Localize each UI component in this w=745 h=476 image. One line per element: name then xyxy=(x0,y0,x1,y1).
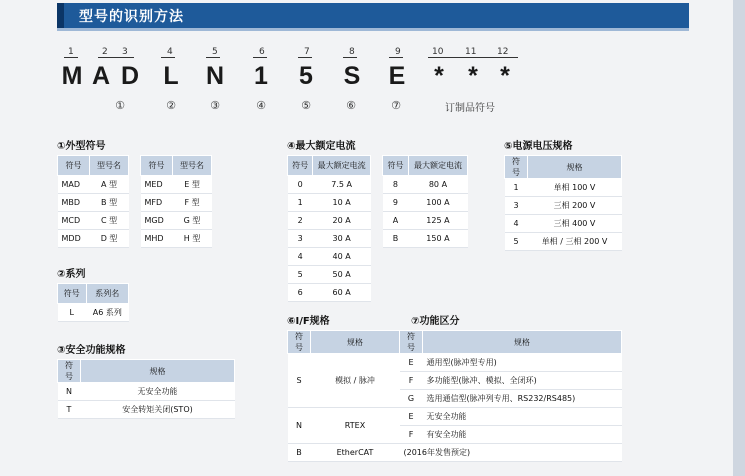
table-row: MED E 型 xyxy=(141,176,212,194)
sec7-title: ⑦功能区分 xyxy=(411,316,460,327)
table-row: A 125 A xyxy=(383,212,468,230)
group-marker: ② xyxy=(166,99,176,112)
table-row: 5 50 A xyxy=(288,266,371,284)
code-char: * xyxy=(500,62,510,90)
sec1-table-right: 符号 型号名 MED E 型 MFD F 型 MGD G 型 MHD H 型 xyxy=(140,155,212,248)
group-marker: ③ xyxy=(210,99,220,112)
table-row: MDD D 型 xyxy=(58,230,129,248)
code-char: * xyxy=(468,62,478,90)
sec2-table: 符号 系列名 L A6 系列 xyxy=(57,283,129,322)
table-row: MCD C 型 xyxy=(58,212,129,230)
table-row: 9 100 A xyxy=(383,194,468,212)
group-marker: ⑦ xyxy=(391,99,401,112)
code-char: 1 xyxy=(254,62,268,90)
code-char: L xyxy=(163,62,179,90)
table-row: MBD B 型 xyxy=(58,194,129,212)
right-edge-bar xyxy=(733,0,745,476)
sec5-table: 符号 规格 1 单相 100 V 3 三相 200 V 4 三相 400 V 5 单相 / 三相 200 V xyxy=(504,155,622,251)
sec1-table-left: 符号 型号名 MAD A 型 MBD B 型 MCD C 型 MDD D 型 xyxy=(57,155,129,248)
table-row: MFD F 型 xyxy=(141,194,212,212)
table-row: T 安全转矩关闭(STO) xyxy=(58,401,235,419)
sec5-title: ⑤电源电压规格 xyxy=(504,141,573,152)
sec3-table: 符号 规格 N 无安全功能 T 安全转矩关闭(STO) xyxy=(57,359,235,419)
table-row: 8 80 A xyxy=(383,176,468,194)
table-row: F 多功能型(脉冲、模拟、全闭环) xyxy=(288,372,622,390)
group-marker: ① xyxy=(115,99,125,112)
banner-accent xyxy=(57,3,64,28)
table-row: B 150 A xyxy=(383,230,468,248)
code-char: * xyxy=(434,62,444,90)
table-row: N RTEX E 无安全功能 xyxy=(288,408,622,426)
sec6-title: ⑥I/F规格 xyxy=(287,316,330,327)
table-row: G 选用通信型(脉冲列专用、RS232/RS485) xyxy=(288,390,622,408)
table-row: 4 40 A xyxy=(288,248,371,266)
page-title: 型号的识别方法 xyxy=(79,9,184,25)
table-row: 3 三相 200 V xyxy=(505,197,622,215)
code-char: N xyxy=(205,62,225,90)
table-row: F 有安全功能 xyxy=(288,426,622,444)
table-row: B EtherCAT (2016年发售预定) xyxy=(288,444,622,462)
table-row: 1 单相 100 V xyxy=(505,179,622,197)
code-char: S xyxy=(343,62,361,90)
code-char: 5 xyxy=(299,62,313,90)
sec4-title: ④最大额定电流 xyxy=(287,141,356,152)
table-row: S 模拟 / 脉冲 E 通用型(脉冲型专用) xyxy=(288,354,622,372)
table-row: MGD G 型 xyxy=(141,212,212,230)
code-char: D xyxy=(120,62,140,90)
sec4-table-left: 符号 最大额定电流 0 7.5 A 1 10 A 2 20 A 3 30 A 4 40 A 5 50 A 6 60 A xyxy=(287,155,371,302)
table-row: 5 单相 / 三相 200 V xyxy=(505,233,622,251)
sec3-title: ③安全功能规格 xyxy=(57,345,126,356)
table-row: N 无安全功能 xyxy=(58,383,235,401)
table-row: MHD H 型 xyxy=(141,230,212,248)
table-row: 6 60 A xyxy=(288,284,371,302)
sec2-title: ②系列 xyxy=(57,269,86,280)
section-banner xyxy=(57,3,689,31)
sec4-table-right: 符号 最大额定电流 8 80 A 9 100 A A 125 A B 150 A xyxy=(382,155,468,248)
table-row: 3 30 A xyxy=(288,230,371,248)
code-char: A xyxy=(91,62,111,90)
custom-label: 订制品符号 xyxy=(445,103,495,114)
table-row: 2 20 A xyxy=(288,212,371,230)
group-marker: ④ xyxy=(256,99,266,112)
sec1-title: ①外型符号 xyxy=(57,141,106,152)
table-row: 4 三相 400 V xyxy=(505,215,622,233)
group-marker: ⑥ xyxy=(346,99,356,112)
table-row: L A6 系列 xyxy=(58,304,129,322)
code-char: E xyxy=(388,62,406,90)
code-char: M xyxy=(61,62,83,90)
table-row: MAD A 型 xyxy=(58,176,129,194)
table-row: 1 10 A xyxy=(288,194,371,212)
group-marker: ⑤ xyxy=(301,99,311,112)
sec67-table: 符号 规格 符号 规格 S 模拟 / 脉冲 E 通用型(脉冲型专用) F 多功能型(脉冲、模拟、全闭环) G 选用通信型(脉冲列专用、RS232/RS485) N RTEX E 无安全功能 F 有安全功能 B EtherCAT (2016年发售预定) xyxy=(287,330,622,462)
table-row: 0 7.5 A xyxy=(288,176,371,194)
